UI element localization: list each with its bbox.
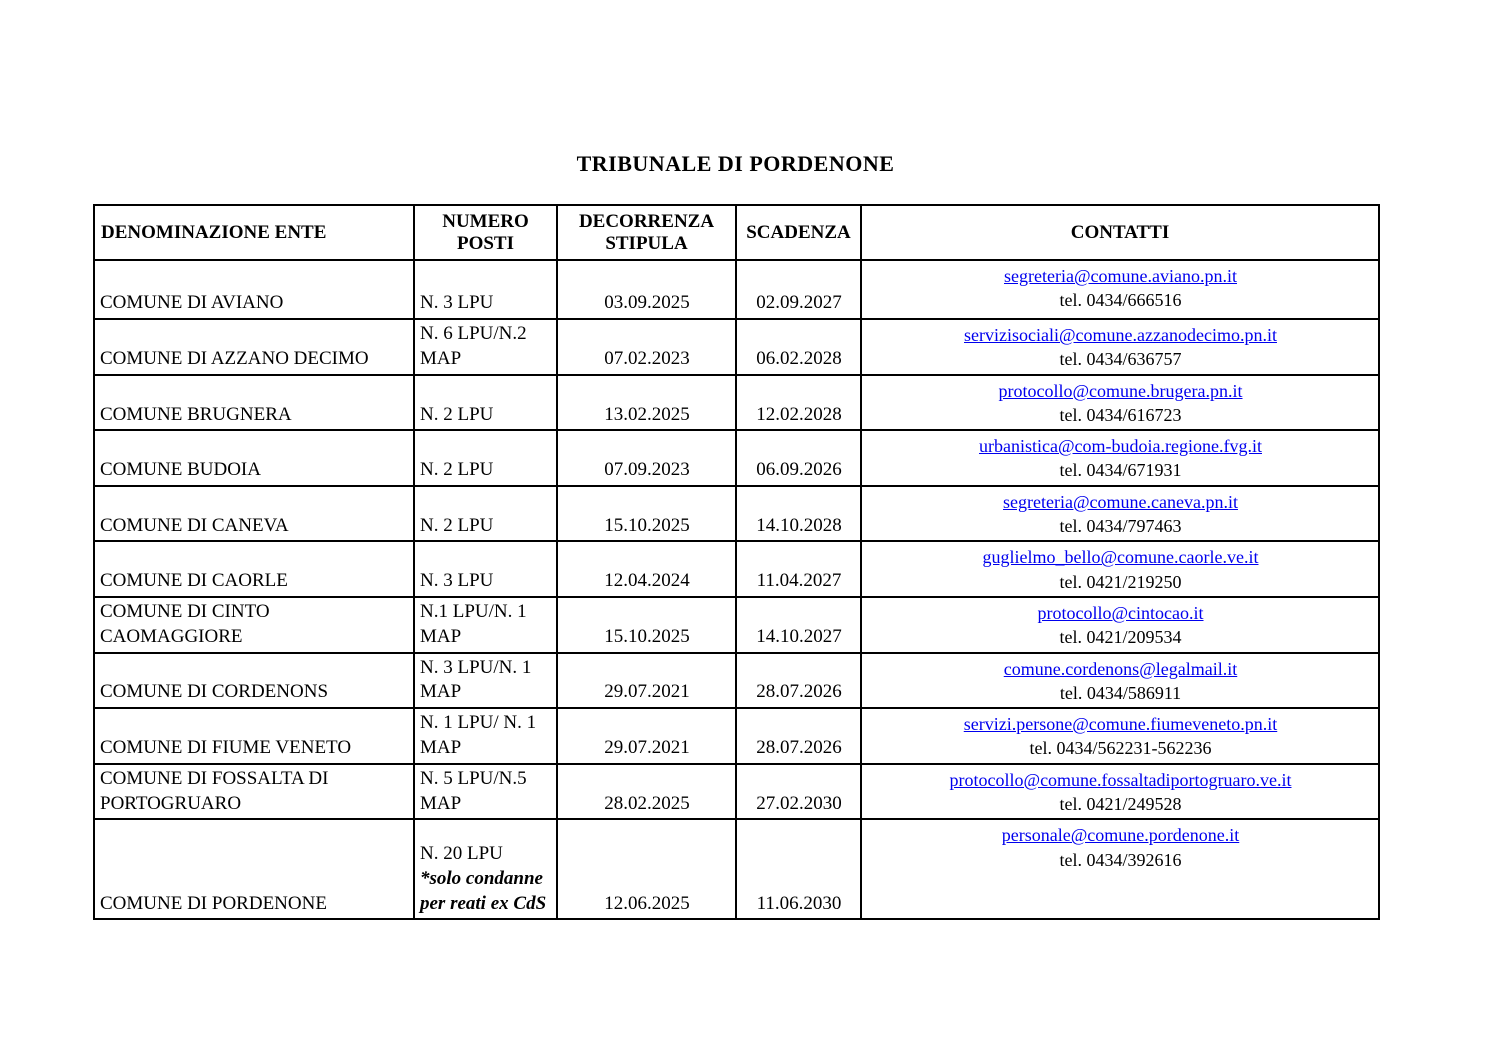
- cell-posti: [414, 764, 557, 820]
- email-line: [867, 264, 1374, 288]
- posti-text: N. 3 LPU: [420, 292, 494, 314]
- cell-posti: [414, 486, 557, 542]
- cell-decorrenza: 15.10.2025: [557, 597, 736, 653]
- email-link[interactable]: segreteria@comune.caneva.pn.it: [1003, 491, 1238, 512]
- table-row: [94, 541, 1379, 597]
- header-row: [94, 205, 1379, 260]
- email-link[interactable]: segreteria@comune.aviano.pn.it: [1004, 266, 1237, 286]
- cell-decorrenza: 28.02.2025: [557, 764, 736, 820]
- table-row: [94, 653, 1379, 709]
- email-line: [867, 657, 1374, 681]
- page-title: TRIBUNALE DI PORDENONE: [576, 151, 895, 176]
- email-line: [867, 379, 1374, 403]
- email-link[interactable]: guglielmo_bello@comune.caorle.ve.it: [982, 547, 1259, 568]
- cell-ente: COMUNE DI FOSSALTA DI PORTOGRUARO: [94, 764, 414, 820]
- table-row: [94, 319, 1379, 375]
- table-header: [94, 205, 1379, 260]
- email-line: [867, 712, 1374, 736]
- cell-scadenza: 12.02.2028: [736, 375, 861, 431]
- email-line: [867, 434, 1374, 458]
- tel-text: tel. 0434/666516: [1059, 290, 1182, 311]
- column-header-decorrenza-stipula: DECORRENZA STIPULA: [557, 205, 736, 260]
- posti-text: N. 2 LPU: [420, 459, 494, 481]
- cell-posti: [414, 375, 557, 431]
- cell-contatti: [861, 819, 1379, 919]
- cell-contatti: [861, 708, 1379, 764]
- cell-scadenza: 28.07.2026: [736, 653, 861, 709]
- cell-decorrenza: 12.06.2025: [557, 819, 736, 919]
- email-line: [867, 490, 1374, 514]
- cell-contatti: [861, 541, 1379, 597]
- cell-contatti: [861, 597, 1379, 653]
- column-header-scadenza: SCADENZA: [736, 205, 861, 260]
- table-row: [94, 375, 1379, 431]
- cell-ente: COMUNE DI CAORLE: [94, 541, 414, 597]
- email-link[interactable]: urbanistica@com-budoia.regione.fvg.it: [979, 436, 1262, 457]
- email-line: [867, 545, 1374, 569]
- email-line: [867, 601, 1374, 625]
- cell-posti: [414, 430, 557, 486]
- cell-ente: COMUNE DI AVIANO: [94, 260, 414, 319]
- cell-posti: [414, 541, 557, 597]
- posti-text: N. 20 LPU: [420, 843, 503, 865]
- email-line: [867, 323, 1374, 347]
- table-row: [94, 430, 1379, 486]
- table-row: [94, 764, 1379, 820]
- cell-ente: COMUNE DI PORDENONE: [94, 819, 414, 919]
- cell-contatti: [861, 319, 1379, 375]
- cell-decorrenza: 29.07.2021: [557, 708, 736, 764]
- tel-text: tel. 0434/636757: [1059, 349, 1182, 370]
- posti-note: *solo condanne per reati ex CdS: [420, 867, 547, 914]
- tel-text: tel. 0434/392616: [1059, 849, 1182, 870]
- cell-ente: COMUNE BUDOIA: [94, 430, 414, 486]
- cell-posti: [414, 708, 557, 764]
- cell-contatti: [861, 653, 1379, 709]
- cell-ente: COMUNE BRUGNERA: [94, 375, 414, 431]
- posti-text: N. 5 LPU/N.5 MAP: [420, 767, 527, 814]
- cell-ente: COMUNE DI CINTO CAOMAGGIORE: [94, 597, 414, 653]
- tel-text: tel. 0434/562231-562236: [1029, 738, 1212, 759]
- cell-contatti: [861, 486, 1379, 542]
- posti-text: N. 3 LPU/N. 1 MAP: [420, 656, 532, 703]
- column-header-contatti: CONTATTI: [861, 205, 1379, 260]
- contacts-table: [93, 204, 1380, 920]
- cell-decorrenza: 12.04.2024: [557, 541, 736, 597]
- column-header-denominazione-ente: DENOMINAZIONE ENTE: [94, 205, 414, 260]
- cell-scadenza: 14.10.2027: [736, 597, 861, 653]
- cell-decorrenza: 15.10.2025: [557, 486, 736, 542]
- cell-scadenza: 14.10.2028: [736, 486, 861, 542]
- email-link[interactable]: servizi.persone@comune.fiumeveneto.pn.it: [963, 714, 1278, 735]
- cell-scadenza: 28.07.2026: [736, 708, 861, 764]
- posti-text: N.1 LPU/N. 1 MAP: [420, 601, 527, 647]
- tel-text: tel. 0434/586911: [1059, 682, 1182, 703]
- cell-decorrenza: 13.02.2025: [557, 375, 736, 431]
- email-line: [867, 823, 1374, 847]
- cell-ente: COMUNE DI FIUME VENETO: [94, 708, 414, 764]
- cell-decorrenza: 07.09.2023: [557, 430, 736, 486]
- posti-text: N. 3 LPU: [420, 570, 494, 592]
- cell-ente: COMUNE DI AZZANO DECIMO: [94, 319, 414, 375]
- tel-text: tel. 0434/671931: [1059, 460, 1182, 481]
- email-link[interactable]: protocollo@comune.fossaltadiportogruaro.ve.it: [949, 769, 1292, 790]
- document-body: [93, 150, 1378, 920]
- posti-text: N. 1 LPU/ N. 1 MAP: [420, 712, 537, 759]
- cell-contatti: [861, 260, 1379, 319]
- cell-scadenza: 06.09.2026: [736, 430, 861, 486]
- posti-text: N. 6 LPU/N.2 MAP: [420, 323, 527, 369]
- cell-scadenza: 11.06.2030: [736, 819, 861, 919]
- cell-decorrenza: 03.09.2025: [557, 260, 736, 319]
- table-body: [94, 260, 1379, 919]
- email-link[interactable]: protocollo@cintocao.it: [1037, 602, 1204, 623]
- cell-posti: [414, 653, 557, 709]
- table-row: [94, 597, 1379, 653]
- column-header-numero-posti: NUMERO POSTI: [414, 205, 557, 260]
- cell-decorrenza: 07.02.2023: [557, 319, 736, 375]
- cell-scadenza: 02.09.2027: [736, 260, 861, 319]
- tel-text: tel. 0421/209534: [1059, 627, 1182, 648]
- cell-contatti: [861, 375, 1379, 431]
- posti-text: N. 2 LPU: [420, 514, 494, 536]
- cell-decorrenza: 29.07.2021: [557, 653, 736, 709]
- email-link[interactable]: personale@comune.pordenone.it: [1001, 825, 1240, 846]
- cell-contatti: [861, 430, 1379, 486]
- cell-posti: [414, 319, 557, 375]
- cell-posti: [414, 597, 557, 653]
- tel-text: tel. 0421/249528: [1059, 794, 1182, 815]
- cell-scadenza: 11.04.2027: [736, 541, 861, 597]
- tel-text: tel. 0434/616723: [1059, 404, 1182, 425]
- cell-scadenza: 06.02.2028: [736, 319, 861, 375]
- table-row: [94, 486, 1379, 542]
- cell-posti: [414, 819, 557, 919]
- table-row: [94, 708, 1379, 764]
- cell-contatti: [861, 764, 1379, 820]
- cell-posti: [414, 260, 557, 319]
- tel-text: tel. 0434/797463: [1059, 516, 1182, 537]
- cell-ente: COMUNE DI CANEVA: [94, 486, 414, 542]
- email-link[interactable]: protocollo@comune.brugera.pn.it: [998, 380, 1243, 401]
- email-line: [867, 768, 1374, 792]
- table-row: [94, 819, 1379, 919]
- cell-scadenza: 27.02.2030: [736, 764, 861, 820]
- tel-text: tel. 0421/219250: [1059, 571, 1182, 592]
- posti-text: N. 2 LPU: [420, 403, 494, 425]
- email-link[interactable]: servizisociali@comune.azzanodecimo.pn.it: [964, 325, 1277, 345]
- cell-ente: COMUNE DI CORDENONS: [94, 653, 414, 709]
- table-row: [94, 260, 1379, 319]
- email-link[interactable]: comune.cordenons@legalmail.it: [1003, 658, 1238, 679]
